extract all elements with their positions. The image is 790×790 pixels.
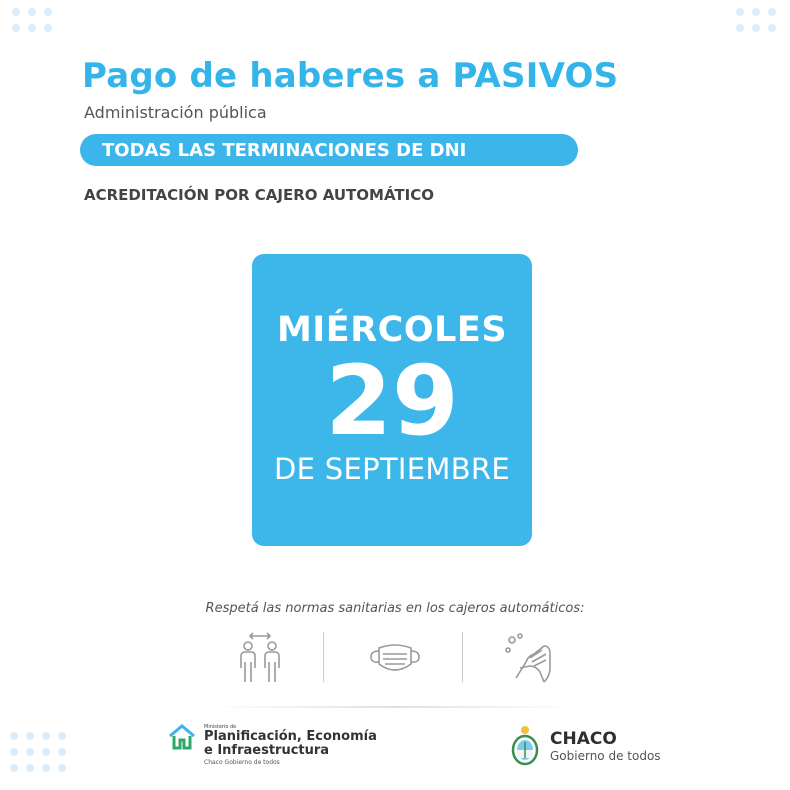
norms-icons — [200, 628, 590, 688]
ministry-prefix: Ministerio de — [204, 724, 237, 730]
icon-divider — [323, 632, 324, 682]
ministry-footer: Chaco Gobierno de todos — [204, 759, 280, 766]
house-icon — [168, 724, 196, 750]
dni-banner — [80, 134, 578, 166]
chaco-emblem-icon — [508, 724, 542, 768]
date-day-number: 29 — [325, 345, 459, 457]
distancing-icon — [200, 628, 320, 688]
page-subtitle: Administración pública — [84, 103, 267, 122]
ministry-name-line1: Planificación, Economía — [204, 729, 377, 744]
dni-banner-label: TODAS LAS TERMINACIONES DE DNI — [102, 139, 467, 161]
icon-divider — [462, 632, 463, 682]
acreditacion-label: ACREDITACIÓN POR CAJERO AUTOMÁTICO — [84, 186, 434, 204]
handwashing-icon — [470, 628, 590, 688]
norms-caption: Respetá las normas sanitarias en los cajeros automáticos: — [205, 601, 585, 616]
ministry-logo — [168, 724, 377, 767]
section-divider — [210, 706, 580, 708]
page-title: Pago de haberes a PASIVOS — [82, 56, 619, 96]
chaco-tagline: Gobierno de todos — [550, 749, 661, 763]
ministry-name-line2: e Infraestructura — [204, 743, 330, 758]
decorative-dots-top-left — [12, 8, 52, 32]
decorative-dots-bottom-left — [10, 732, 66, 772]
chaco-logo — [508, 724, 661, 768]
decorative-dots-top-right — [736, 8, 776, 32]
date-card — [252, 254, 532, 546]
date-month: DE SEPTIEMBRE — [274, 452, 510, 486]
date-weekday: MIÉRCOLES — [276, 310, 508, 350]
face-mask-icon — [335, 628, 455, 688]
chaco-name: CHACO — [550, 729, 617, 749]
